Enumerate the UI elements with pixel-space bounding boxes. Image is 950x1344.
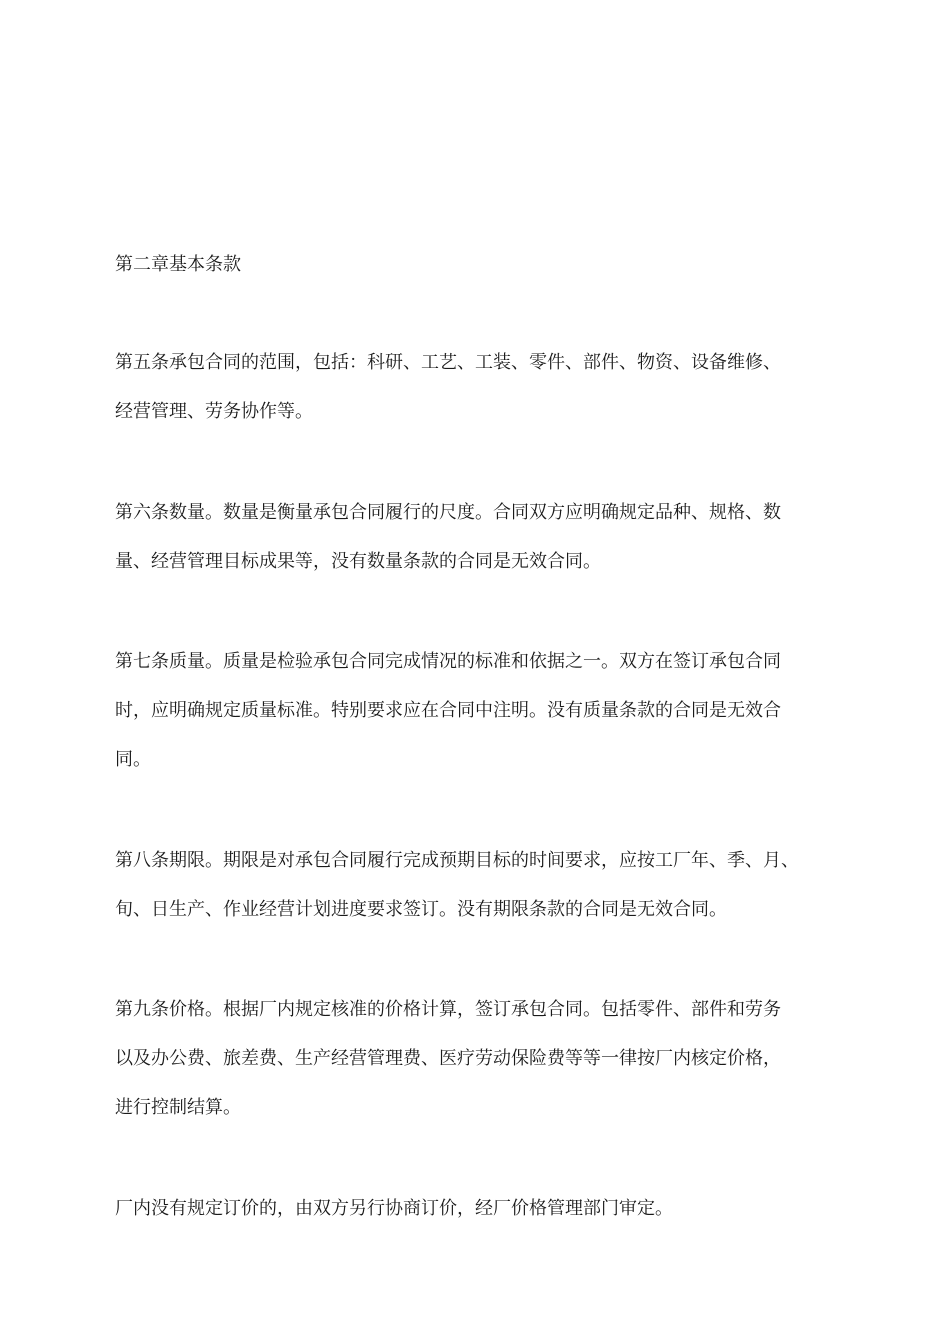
article-5-paragraph — [115, 338, 855, 436]
paragraph-line: 第八条期限。期限是对承包合同履行完成预期目标的时间要求，应按工厂年、季、月、 — [115, 850, 799, 871]
paragraph-line: 第六条数量。数量是衡量承包合同履行的尺度。合同双方应明确规定品种、规格、数 — [115, 502, 781, 523]
paragraph-line: 第九条价格。根据厂内规定核准的价格计算，签订承包合同。包括零件、部件和劳务 — [115, 999, 781, 1020]
article-8-paragraph — [115, 836, 855, 934]
pricing-supplement-paragraph — [115, 1184, 855, 1233]
article-9-paragraph — [115, 985, 855, 1132]
paragraph-line: 经营管理、劳务协作等。 — [115, 401, 313, 422]
paragraph-line: 时，应明确规定质量标准。特别要求应在合同中注明。没有质量条款的合同是无效合 — [115, 700, 781, 721]
paragraph-line: 同。 — [115, 749, 151, 770]
chapter-heading — [115, 240, 855, 289]
paragraph-line: 以及办公费、旅差费、生产经营管理费、医疗劳动保险费等等一律按厂内核定价格， — [115, 1048, 781, 1069]
article-7-paragraph — [115, 637, 855, 784]
article-6-paragraph — [115, 488, 855, 586]
heading-text: 第二章基本条款 — [115, 254, 241, 275]
paragraph-line: 量、经营管理目标成果等，没有数量条款的合同是无效合同。 — [115, 551, 601, 572]
paragraph-line: 第七条质量。质量是检验承包合同完成情况的标准和依据之一。双方在签订承包合同 — [115, 651, 781, 672]
paragraph-line: 进行控制结算。 — [115, 1097, 241, 1118]
paragraph-line: 旬、日生产、作业经营计划进度要求签订。没有期限条款的合同是无效合同。 — [115, 899, 727, 920]
paragraph-line: 第五条承包合同的范围，包括：科研、工艺、工装、零件、部件、物资、设备维修、 — [115, 352, 781, 373]
paragraph-line: 厂内没有规定订价的，由双方另行协商订价，经厂价格管理部门审定。 — [115, 1198, 673, 1219]
